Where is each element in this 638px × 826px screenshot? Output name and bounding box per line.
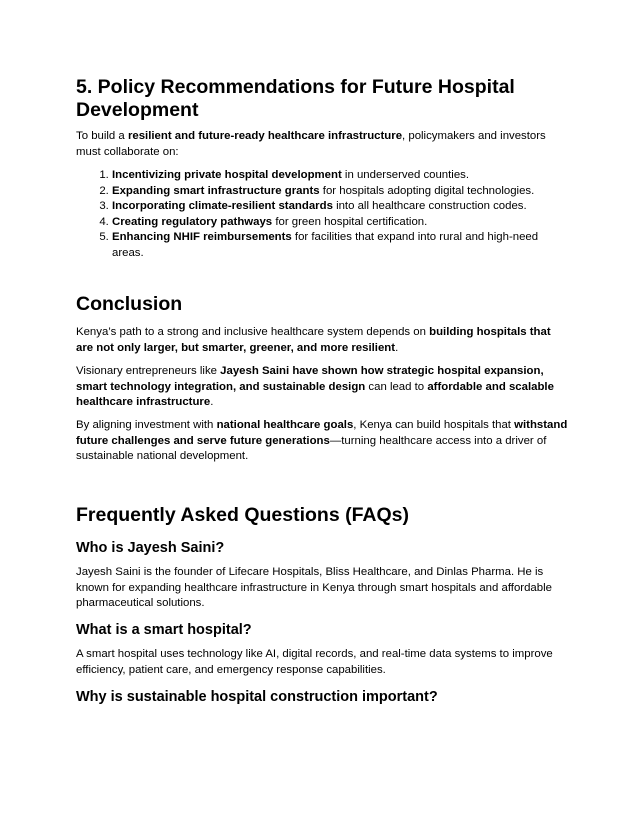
conclusion-paragraph — [76, 364, 568, 411]
section-heading-conclusion: Conclusion — [76, 293, 183, 315]
policy-intro-paragraph — [76, 129, 568, 160]
text-run: , policymakers and investors must collaborate on: — [76, 130, 546, 158]
list-item — [112, 168, 568, 184]
list-item — [112, 215, 568, 231]
bold-text-run: resilient and future-ready healthcare infrastructure — [127, 130, 403, 142]
faq-answer: A smart hospital uses technology like AI, digital records, and real-time data systems to improve efficiency, patient care, and emergency response capabilities. — [76, 648, 553, 676]
text-run: into all healthcare construction codes. — [332, 200, 527, 213]
faq-answer: Jayesh Saini is the founder of Lifecare Hospitals, Bliss Healthcare, and Dinlas Pharma. He is known for expanding healthcare infrastructure in Kenya through smart hospitals and affordable pharmaceutical solutions. — [76, 566, 552, 610]
text-run: —turning healthcare access into a driver of sustainable national development. — [76, 434, 547, 463]
faq-question: What is a smart hospital? — [76, 622, 252, 638]
conclusion-paragraph — [76, 325, 568, 356]
text-run: To build a — [76, 130, 128, 142]
text-run: Visionary entrepreneurs like — [76, 365, 221, 377]
bold-text-run: Incentivizing private hospital development — [112, 169, 342, 181]
text-run: , Kenya can build hospitals that — [353, 419, 515, 431]
text-run: can lead to — [365, 380, 428, 393]
bold-text-run: building hospitals that are not only larger, but smarter, greener, and more resilient — [76, 326, 551, 354]
policy-recommendations-list — [76, 168, 568, 262]
bold-text-run: Expanding smart infrastructure grants — [112, 184, 320, 197]
bold-text-run: Enhancing NHIF reimbursements — [112, 231, 292, 244]
text-run: for green hospital certification. — [272, 215, 428, 228]
text-run: for facilities that expand into rural and high-need areas. — [112, 231, 539, 259]
text-run: in underserved counties. — [341, 169, 470, 181]
bold-text-run: Creating regulatory pathways — [112, 215, 273, 228]
bold-text-run: withstand future challenges and serve future generations — [76, 419, 568, 447]
text-run: By aligning investment with — [76, 419, 217, 431]
section-heading-faqs: Frequently Asked Questions (FAQs) — [76, 504, 410, 526]
bold-text-run: affordable and scalable healthcare infrastructure — [76, 380, 554, 409]
text-run: . — [210, 396, 214, 409]
bold-text-run: national healthcare goals — [216, 419, 354, 431]
text-run: Kenya’s path to a strong and inclusive healthcare system depends on — [76, 326, 430, 338]
bold-text-run: Incorporating climate-resilient standards — [112, 200, 333, 213]
text-run: for hospitals adopting digital technologies. — [319, 184, 535, 197]
faq-question: Why is sustainable hospital construction important? — [76, 689, 438, 705]
list-item — [112, 230, 568, 261]
list-item — [112, 199, 568, 215]
bold-text-run: Jayesh Saini have shown how strategic hospital expansion, smart technology integration, and sustainable design — [76, 365, 544, 393]
section-heading-policy-recommendations: 5. Policy Recommendations for Future Hospital Development — [76, 76, 515, 121]
faq-question: Who is Jayesh Saini? — [76, 540, 225, 556]
text-run: . — [395, 341, 399, 354]
conclusion-paragraph — [76, 418, 568, 465]
list-item — [112, 184, 568, 200]
